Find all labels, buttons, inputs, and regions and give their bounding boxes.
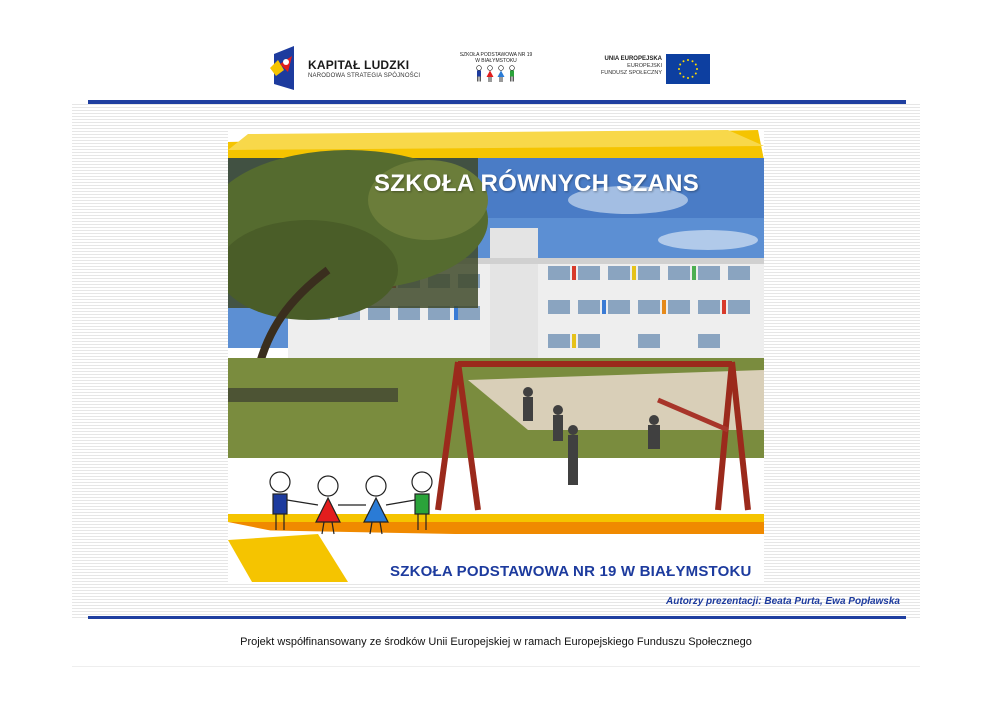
slide-title: SZKOŁA RÓWNYCH SZANS xyxy=(374,170,700,197)
school-logo xyxy=(456,52,536,86)
school-kids-icon xyxy=(474,65,518,83)
school-logo-line2: W BIAŁYMSTOKU xyxy=(475,58,517,64)
top-blue-rule xyxy=(88,100,906,104)
eu-logo-text xyxy=(601,55,662,77)
bottom-blue-rule xyxy=(88,616,906,619)
eu-logo-line1: UNIA EUROPEJSKA xyxy=(604,56,662,62)
school-logo-line1: SZKOŁA PODSTAWOWA NR 19 xyxy=(459,52,533,58)
footer-divider xyxy=(72,666,920,667)
eu-flag-icon xyxy=(666,54,710,84)
kapital-ludzki-logo xyxy=(270,46,420,92)
kapital-ludzki-subtitle: NARODOWA STRATEGIA SPÓJNOŚCI xyxy=(308,73,421,79)
eu-logo-line2: EUROPEJSKI xyxy=(627,63,662,69)
footer-text: Projekt współfinansowany ze środków Unii Europejskiej w ramach Europejskiego Funduszu Społecznego xyxy=(240,636,752,648)
kapital-ludzki-mark-icon xyxy=(270,46,298,90)
presentation-authors: Autorzy prezentacji: Beata Purta, Ewa Popławska xyxy=(666,596,900,607)
school-name: SZKOŁA PODSTAWOWA NR 19 W BIAŁYMSTOKU xyxy=(390,563,752,580)
eu-logo-line3: FUNDUSZ SPOŁECZNY xyxy=(600,70,662,76)
eu-logo xyxy=(596,54,710,86)
title-slide xyxy=(228,130,764,582)
kapital-ludzki-title: KAPITAŁ LUDZKI xyxy=(308,58,410,72)
